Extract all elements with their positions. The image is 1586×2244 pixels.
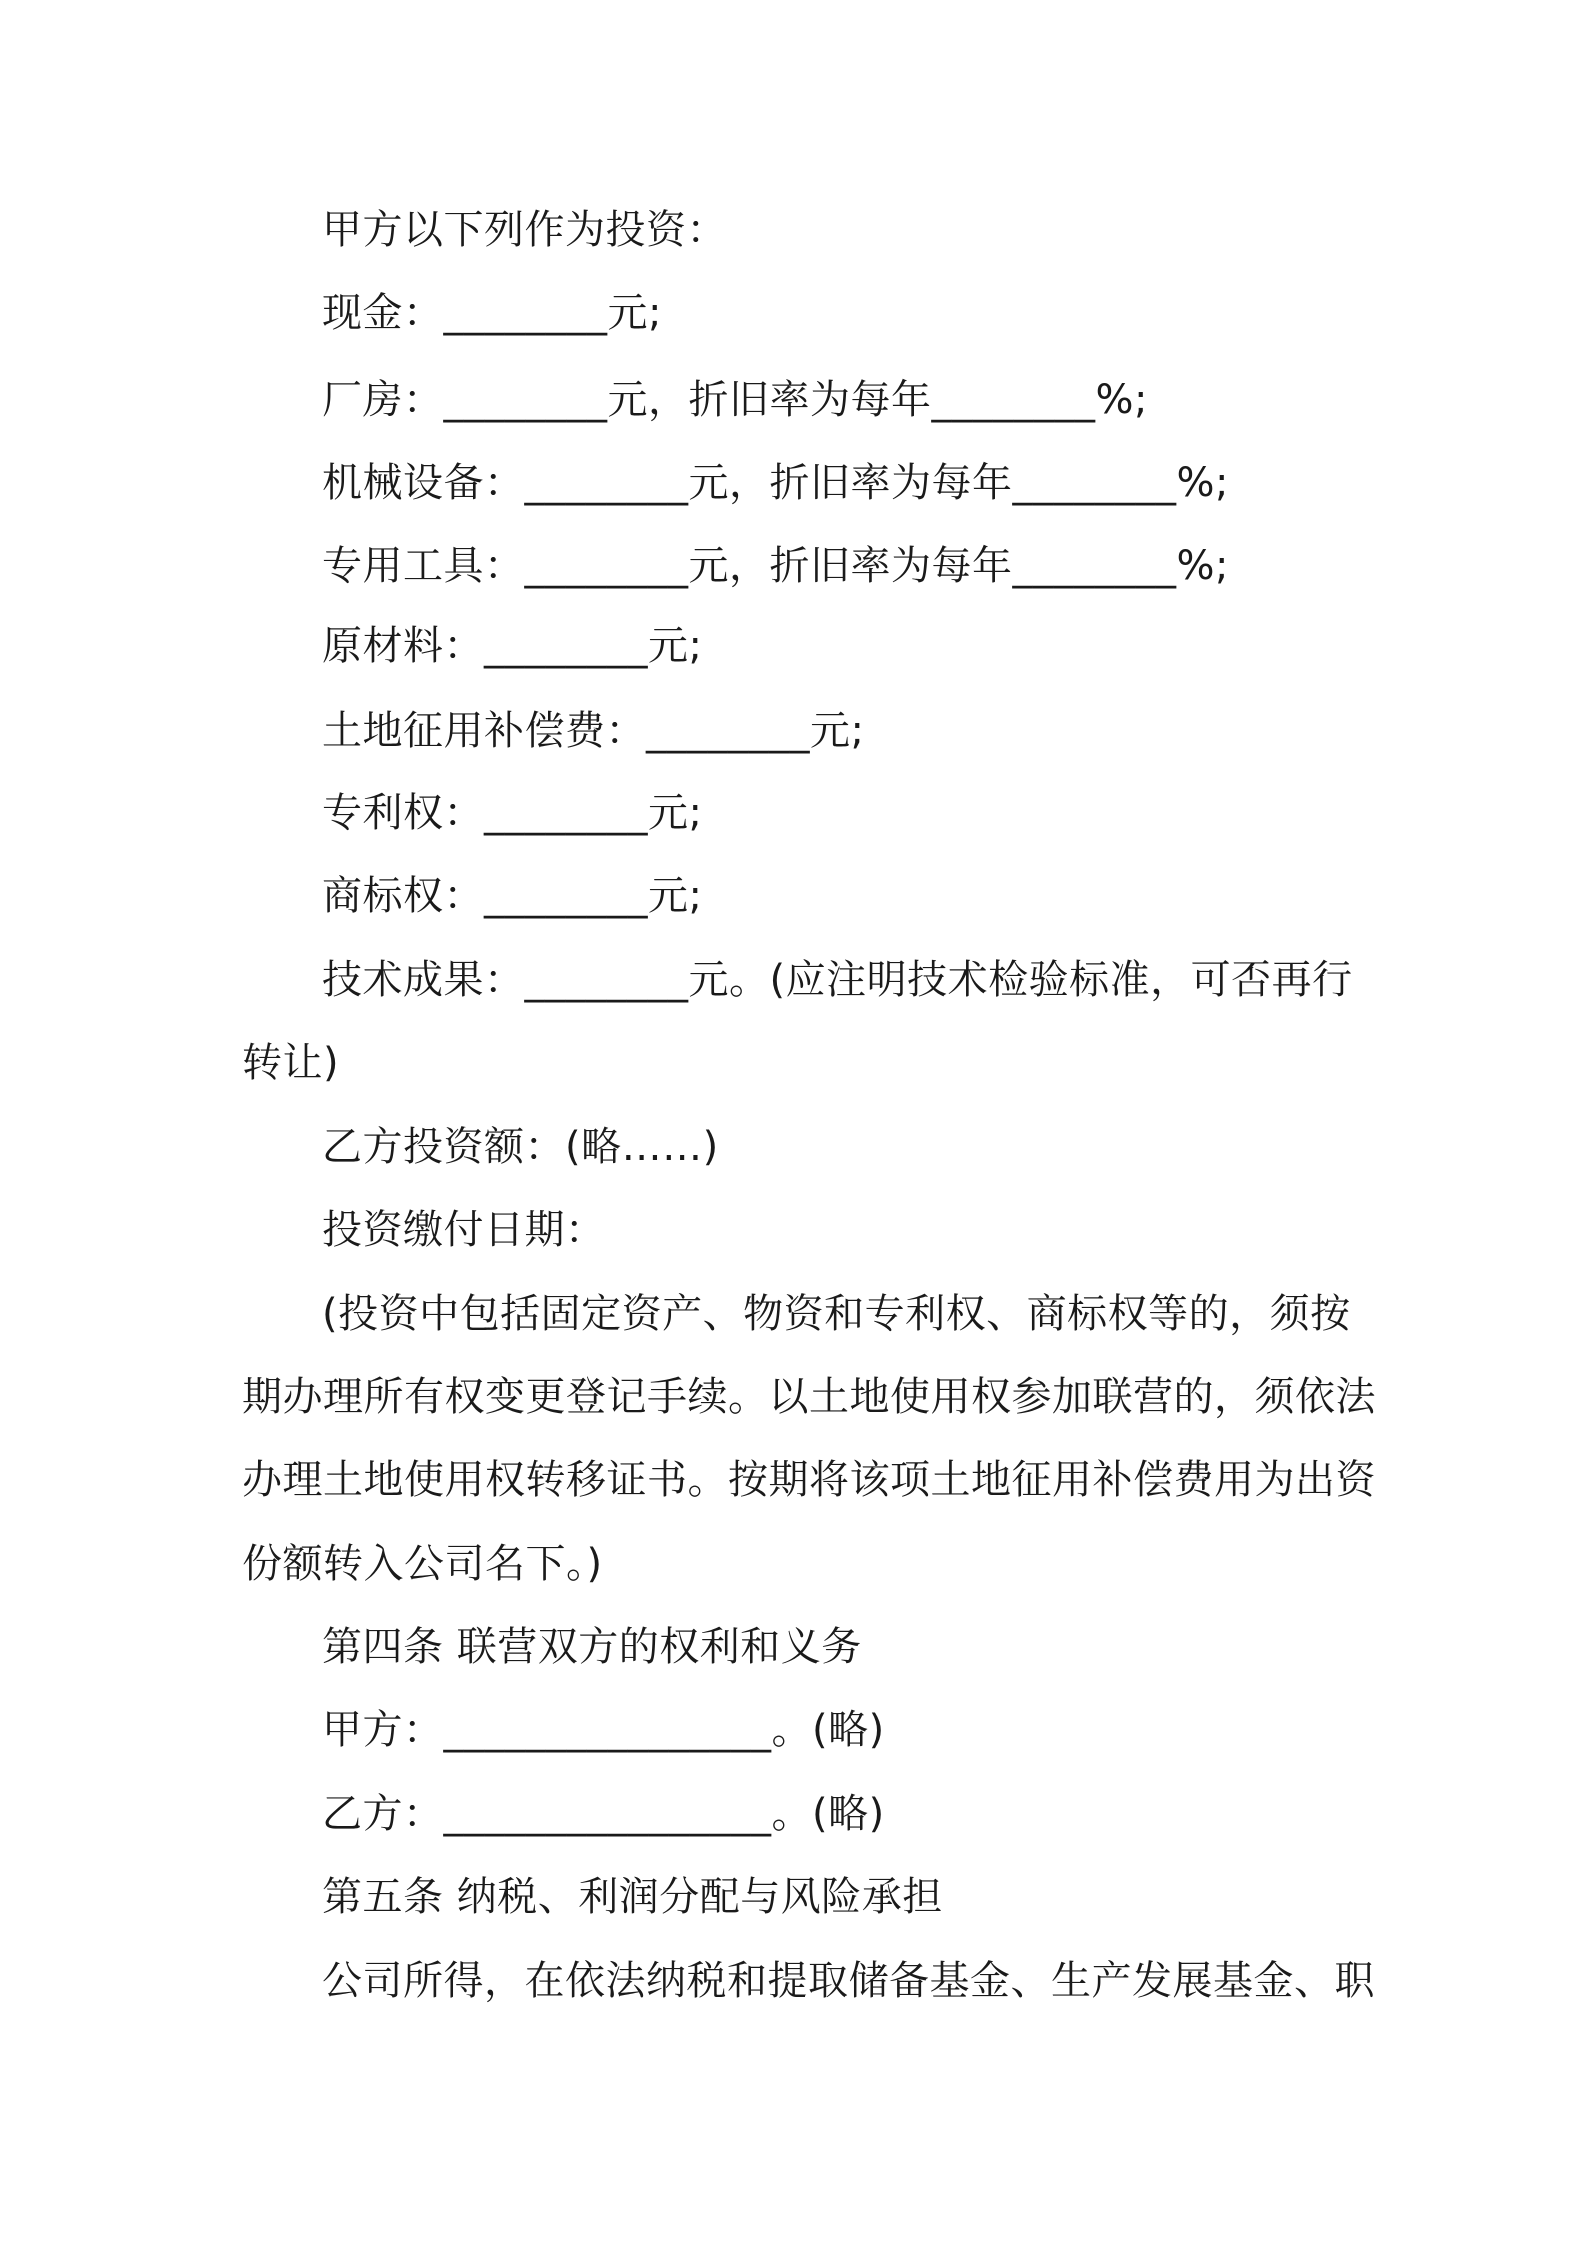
section-heading-article-4: 第四条 联营双方的权利和义务 <box>322 1624 862 1670</box>
paragraph-line-party-b-rights: 乙方：________________。(略) <box>322 1791 885 1837</box>
paragraph-line-factory: 厂房：________元，折旧率为每年________%; <box>322 377 1148 423</box>
paragraph-line-tech-results-cont: 转让) <box>242 1040 340 1086</box>
paragraph-line-tech-results: 技术成果：________元。(应注明技术检验标准，可否再行 <box>322 957 1353 1003</box>
paragraph-line-trademark: 商标权：________元; <box>322 873 703 919</box>
paragraph-line-patent: 专利权：________元; <box>322 790 703 836</box>
paragraph-line-raw-materials: 原材料：________元; <box>322 623 703 669</box>
paragraph-line-party-a-rights: 甲方：________________。(略) <box>322 1707 885 1753</box>
paragraph-line-special-tools: 专用工具：________元，折旧率为每年________%; <box>322 543 1229 589</box>
paragraph-line-land-compensation: 土地征用补偿费：________元; <box>322 708 865 754</box>
paragraph-line-note-3: 办理土地使用权转移证书。按期将该项土地征用补偿费用为出资 <box>242 1457 1376 1503</box>
paragraph-line-note-2: 期办理所有权变更登记手续。以土地使用权参加联营的，须依法 <box>242 1374 1376 1420</box>
section-heading-article-5: 第五条 纳税、利润分配与风险承担 <box>322 1874 943 1920</box>
paragraph-line-cash: 现金：________元; <box>322 290 662 336</box>
paragraph-line-note-1: (投资中包括固定资产、物资和专利权、商标权等的，须按 <box>322 1291 1351 1337</box>
paragraph-line-machinery: 机械设备：________元，折旧率为每年________%; <box>322 460 1229 506</box>
paragraph-line-party-b-investment: 乙方投资额：(略……) <box>322 1124 719 1170</box>
paragraph-line-company-income: 公司所得，在依法纳税和提取储备基金、生产发展基金、职 <box>322 1958 1375 2004</box>
paragraph-line-note-4: 份额转入公司名下。) <box>242 1541 603 1587</box>
paragraph-line-payment-date: 投资缴付日期： <box>322 1207 606 1253</box>
paragraph-line-investment-intro: 甲方以下列作为投资： <box>322 207 727 253</box>
